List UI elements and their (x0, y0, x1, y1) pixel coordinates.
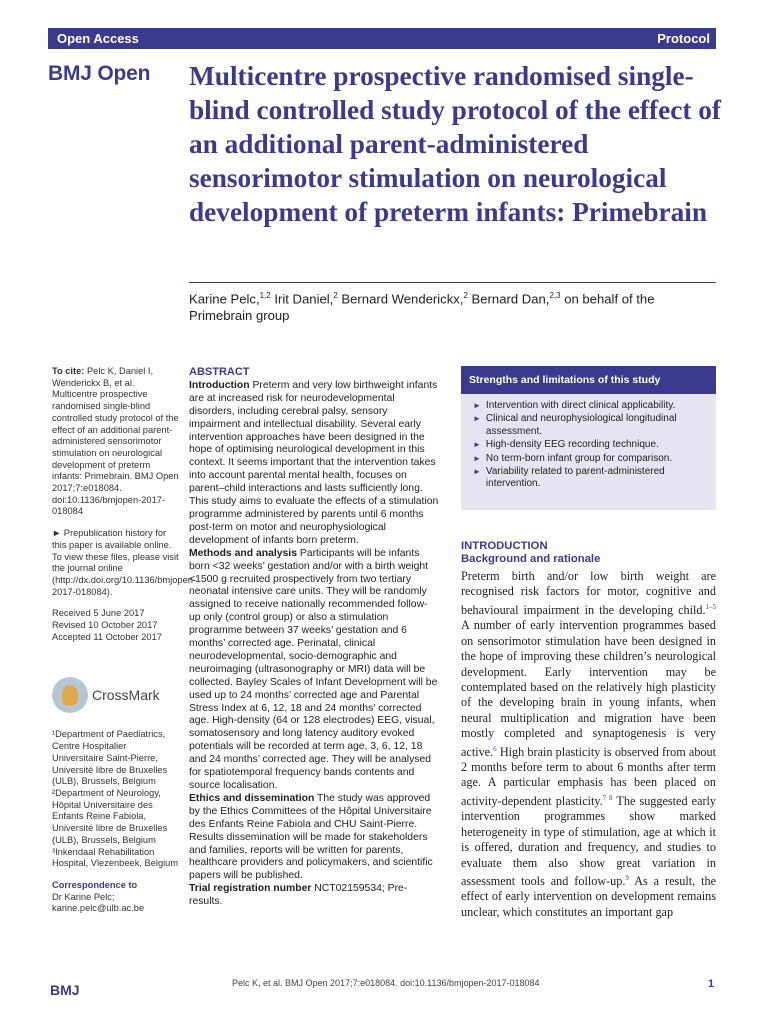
author-2: Irit Daniel, (270, 291, 334, 307)
ethics-label: Ethics and dissemination (189, 792, 315, 804)
open-access-label: Open Access (57, 31, 139, 46)
bullet-icon: ► (473, 467, 481, 477)
correspondence-name: Dr Karine Pelc; (52, 891, 115, 902)
received-date: Received 5 June 2017 (52, 608, 145, 619)
intro-text: Preterm and very low birthweight infants are at increased risk for neurodevelopmental disorders, including cerebral palsy, sensory impairment and intellectual disability. Several early intervention approaches have been designed in the hope of optimising neurological development in this context. It seems important that the intervention takes into account parental mental health, focuses on parent–child interactions and lasts sufficiently long. This study aims to evaluate the effects of a stimulation programme administered by parents until 6 months post-term on motor and neurophysiological development of infants born preterm. (189, 379, 439, 546)
body-text: A number of early intervention programmes based on sensorimotor stimulation have been designed in the hope of improving these children’s neurological development. Early intervention may be contemplated based on the relatively high plasticity of the developing brain in young infants, when neural multiplication and migration have been mostly completed and synaptogenesis is very active. (461, 618, 716, 759)
strength-text: Clinical and neurophysiological longitudinal assessment. (485, 413, 677, 437)
affiliation-1: ¹Department of Paediatrics, Centre Hospitalier Universitaire Saint-Pierre, Université libre de Bruxelles (ULB), Brussels, Belgium (52, 729, 168, 787)
reference-link[interactable]: 1–5 (705, 602, 716, 611)
page-number: 1 (708, 978, 715, 990)
list-item (473, 400, 708, 412)
bullet-icon: ► (473, 453, 481, 463)
cite-label: To cite: (52, 366, 85, 376)
crossmark-label: CrossMark (92, 686, 160, 703)
intro-label: Introduction (189, 379, 250, 391)
list-item (473, 439, 708, 451)
abstract-trial (189, 883, 439, 909)
affiliation-2: ²Department of Neurology, Hôpital Universitaire des Enfants Reine Fabiola, Université libre de Bruxelles (ULB), Brussels, Belgium (52, 787, 168, 845)
strengths-box (461, 366, 716, 510)
cite-text: Pelc K, Daniel I, Wenderickx B, et al. Multicentre prospective randomised single-blind controlled study protocol of the effect of an additional parent-administered sensorimotor stimulation on neurological development of preterm infants: Primebrain. BMJ Open 2017;7:e018084. doi:10.1136/bmjopen-2017-018084 (52, 366, 179, 517)
author-2-affil: 2 (333, 291, 338, 300)
trial-label: Trial registration number (189, 883, 312, 895)
article-title: Multicentre prospective randomised single-blind controlled study protocol of the effect of an additional parent-administered sensorimotor stimulation on neurological development of preterm infants: Primebrain (189, 61, 721, 227)
crossmark-badge[interactable] (52, 677, 180, 713)
author-4-affil: 2,3 (549, 291, 561, 300)
reference-link[interactable]: 7 8 (602, 793, 613, 802)
title-divider (189, 282, 716, 283)
trial-text: NCT02159534; Pre-results. (189, 883, 408, 908)
reference-link[interactable]: 6 (493, 744, 497, 753)
abstract-ethics (189, 793, 439, 883)
correspondence-email[interactable]: karine.pelc@ulb.ac.be (52, 903, 145, 914)
methods-text: Participants will be infants born <32 weeks’ gestation and/or with a birth weight <1500 g recruited prospectively from two tertiary neonatal intensive care units. They will be randomly assigned to receive nationally recommended follow-up only (control group) or also a stimulation programme between 37 weeks’ gestation and 6 months’ corrected age. Perinatal, clinical neurodevelopmental, socio-demographic and neuroimaging (ultrasonography or MRI) data will be collected. Bayley Scales of Infant Development will be used up to 24 months’ corrected age and Parental Stress Index at 6, 12, 18 and 24 months’ corrected age. High-density (64 or 128 electrodes) EEG, visual, somatosensory and long latency auditory evoked potentials will be recorded at term age, 3, 6, 12, 18 and 24 months’ corrected age. They will be analysed for spatiotemporal frequency bands contents and source localisation. (189, 547, 438, 791)
affiliation-3: ³Inkendaal Rehabilitation Hospital, Vlezenbeek, Belgium (52, 846, 179, 869)
author-3-affil: 2 (463, 291, 468, 300)
author-4: Bernard Dan, (467, 291, 550, 307)
list-item (473, 466, 708, 491)
body-text: The suggested early intervention programmes show marked heterogeneity in type of stimulation, age at which it is offered, duration and frequency, and studies to evaluate them also show great variation in assessment tools and follow-up. (461, 793, 716, 888)
author-3: Bernard Wenderickx, (337, 291, 464, 307)
introduction-heading: INTRODUCTION (461, 540, 548, 552)
author-group: on behalf of the Primebrain group (189, 291, 655, 324)
body-text: High brain plasticity is observed from about 2 months before term to about 6 months after term age. A particular emphasis has been placed on activity-dependent plasticity. (461, 744, 716, 808)
abstract (189, 366, 439, 909)
prepublication-note[interactable]: ► Prepublication history for this paper is available online. To view these files, please visit the journal online (http://dx.doi.org/10.1136/bmjopen-2017-018084). (52, 528, 197, 597)
crossmark-icon (52, 677, 88, 713)
correspondence-label: Correspondence to (52, 879, 138, 890)
list-item (473, 453, 708, 465)
introduction-section (461, 540, 716, 920)
article-sidebar (52, 366, 197, 919)
accepted-date: Accepted 11 October 2017 (52, 631, 162, 642)
strength-text: No term-born infant group for comparison. (485, 452, 673, 464)
bullet-icon: ► (473, 414, 481, 424)
strength-text: Variability related to parent-administered intervention. (485, 466, 665, 490)
body-text: As a result, the effect of early intervention on development remains unclear, which constitutes an important gap (461, 873, 717, 919)
bullet-icon: ► (473, 401, 481, 410)
bmj-logo: BMJ (50, 982, 80, 998)
footer-citation: Pelc K, et al. BMJ Open 2017;7:e018084. doi:10.1136/bmjopen-2017-018084 (232, 978, 540, 988)
strength-text: High-density EEG recording technique. (485, 439, 659, 451)
journal-brand: BMJ Open (48, 62, 151, 85)
body-text: Preterm birth and/or low birth weight are recognised risk factors for motor, cognitive and behavioural impairment in the developing child. (461, 569, 716, 617)
abstract-methods (189, 548, 439, 793)
ethics-text: The study was approved by the Ethics Committees of the Hôpital Universitaire des Enfants Reine Fabiola and CHU Saint-Pierre. Results dissemination will be made for stakeholders and families, reports will be written for parents, healthcare providers and policymakers, and scientific papers will be published. (189, 792, 433, 882)
bullet-icon: ► (473, 440, 481, 450)
author-1: Karine Pelc, (189, 291, 260, 307)
reference-link[interactable]: 9 (625, 873, 629, 882)
strength-text: Intervention with direct clinical applicability. (485, 400, 676, 411)
list-item (473, 413, 708, 438)
article-type-label: Protocol (657, 31, 710, 46)
author-1-affil: 1,2 (259, 291, 271, 300)
author-list (189, 287, 716, 324)
revised-date: Revised 10 October 2017 (52, 620, 158, 631)
strengths-heading: Strengths and limitations of this study (461, 366, 716, 394)
citation-block (52, 366, 180, 518)
methods-label: Methods and analysis (189, 547, 297, 559)
abstract-introduction (189, 380, 439, 548)
strengths-list (461, 394, 716, 491)
header-bar (48, 28, 716, 49)
background-subheading: Background and rationale (461, 553, 601, 565)
introduction-paragraph (461, 569, 716, 920)
abstract-heading: ABSTRACT (189, 366, 250, 378)
